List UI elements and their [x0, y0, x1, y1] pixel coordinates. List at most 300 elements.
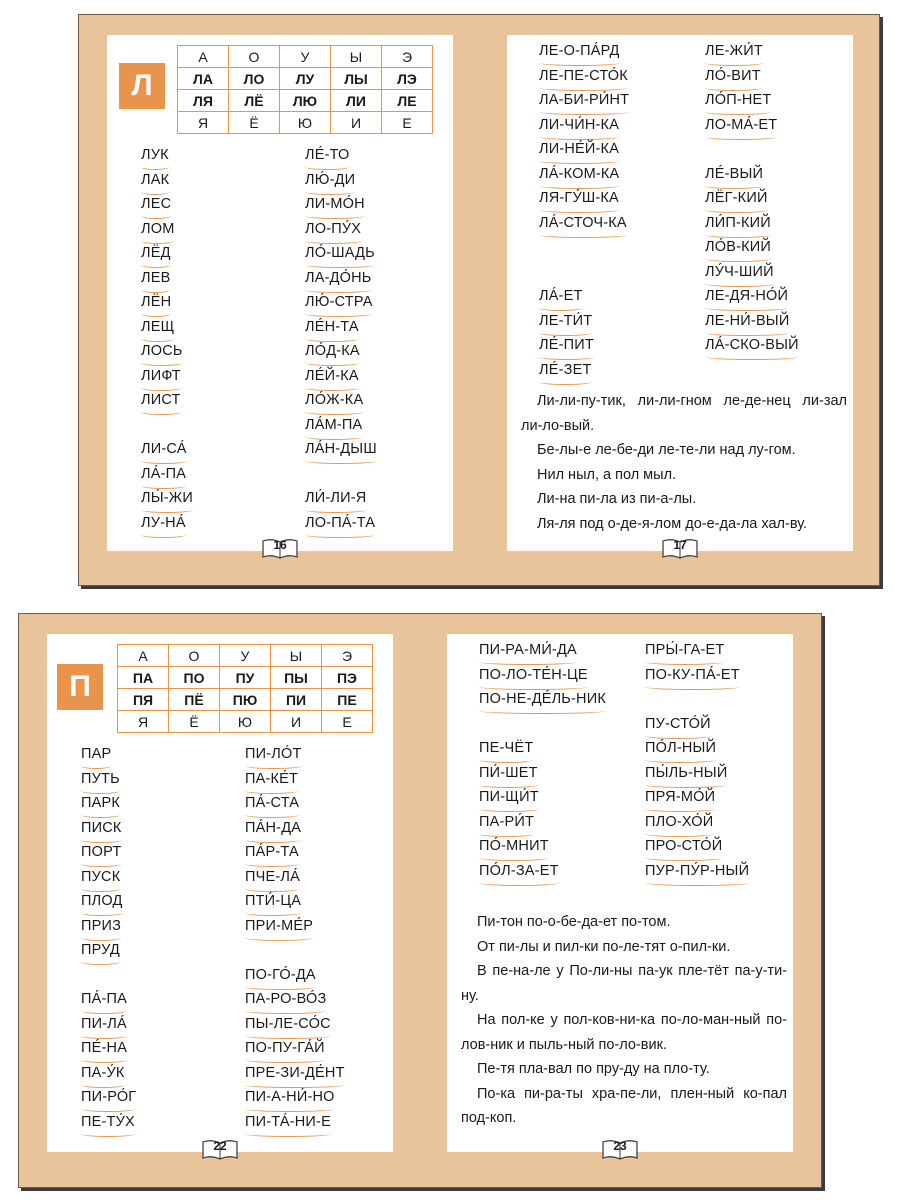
- word-text: ЛЯ-ГУ́Ш-КА: [539, 188, 619, 210]
- word-item: [305, 415, 377, 440]
- word-text: ЛА́-КОМ-КА: [539, 164, 619, 186]
- syllable-cell: О: [169, 645, 220, 667]
- word-item: [305, 170, 377, 195]
- reading-sentence: По-ка пи-ра-ты хра-пе-ли, плен-ный ко-пал под-коп.: [461, 1085, 787, 1126]
- word-item: [305, 243, 377, 268]
- word-item: [141, 341, 193, 366]
- word-item: [645, 714, 749, 739]
- word-column-2: [245, 744, 345, 1136]
- word-item: [81, 891, 136, 916]
- word-text: ЛОМ: [141, 219, 174, 241]
- syllable-cell: ПЁ: [169, 689, 220, 711]
- reading-sentence: Ля-ля под о-де-я-лом до-е-да-ла хал-ву.: [537, 515, 808, 532]
- word-item: [305, 341, 377, 366]
- word-item: [141, 464, 193, 489]
- word-item: [141, 488, 193, 513]
- word-item: [81, 744, 136, 769]
- word-text: ЛИ-НЕ́Й-КА: [539, 139, 619, 161]
- syllable-cell: ПА: [118, 667, 169, 689]
- word-item: [645, 861, 749, 886]
- list-gap: [81, 965, 136, 990]
- word-item: [305, 292, 377, 317]
- page-number-badge: [661, 535, 699, 561]
- word-item: [645, 640, 749, 665]
- word-text: ПО-НЕ-ДЕ́ЛЬ-НИК: [479, 689, 606, 711]
- letter-badge: Л: [119, 63, 165, 109]
- syllable-cell: Э: [382, 46, 433, 68]
- word-text: ПЛОД: [81, 891, 123, 913]
- word-item: [539, 188, 629, 213]
- syllable-row: [178, 68, 433, 90]
- word-item: [539, 213, 629, 238]
- word-text: ПА́Р-ТА: [245, 842, 299, 864]
- word-item: [705, 41, 799, 66]
- word-text: ЛА-ДО́НЬ: [305, 268, 372, 290]
- word-text: ПИСК: [81, 818, 122, 840]
- syllable-cell: Ы: [331, 46, 382, 68]
- reading-sentence: Ли-ли-пу-тик, ли-ли-гном ле-де-нец ли-зал ли-ло-вый.: [521, 393, 847, 434]
- syllable-cell: И: [271, 711, 322, 733]
- syllable-cell: А: [118, 645, 169, 667]
- word-text: ЛО-МА́-ЕТ: [705, 115, 777, 137]
- word-text: ЛЁГ-КИЙ: [705, 188, 768, 210]
- list-gap: [645, 689, 749, 714]
- word-text: ПИ-А-НИ́-НО: [245, 1087, 335, 1109]
- word-item: [705, 188, 799, 213]
- word-item: [705, 286, 799, 311]
- syllable-cell: О: [229, 46, 280, 68]
- word-item: [81, 1014, 136, 1039]
- word-item: [705, 164, 799, 189]
- list-gap: [141, 415, 193, 440]
- word-item: [245, 1063, 345, 1088]
- word-item: [539, 335, 629, 360]
- word-text: ЛЫ́-ЖИ: [141, 488, 193, 510]
- word-text: ПА-У́К: [81, 1063, 125, 1085]
- syllable-cell: ПЕ: [322, 689, 373, 711]
- word-text: ЛА́М-ПА: [305, 415, 362, 437]
- word-text: ПРЯ-МО́Й: [645, 787, 715, 809]
- syllable-cell: ЛЁ: [229, 90, 280, 112]
- word-item: [141, 292, 193, 317]
- word-item: [245, 867, 345, 892]
- word-item: [81, 1038, 136, 1063]
- word-item: [645, 787, 749, 812]
- word-item: [305, 317, 377, 342]
- word-item: [539, 360, 629, 385]
- word-text: ЛА́-СТОЧ-КА: [539, 213, 627, 235]
- letter-badge: П: [57, 664, 103, 710]
- word-text: ЛИФТ: [141, 366, 181, 388]
- word-item: [141, 439, 193, 464]
- word-item: [81, 916, 136, 941]
- word-text: ПИ-ЛА́: [81, 1014, 127, 1036]
- word-text: ПАР: [81, 744, 111, 766]
- word-text: ПО-ГО́-ДА: [245, 965, 316, 987]
- word-text: ПИ-РО́Г: [81, 1087, 136, 1109]
- syllable-cell: ПЭ: [322, 667, 373, 689]
- syllable-cell: А: [178, 46, 229, 68]
- word-item: [539, 311, 629, 336]
- word-item: [705, 213, 799, 238]
- word-text: ПУСК: [81, 867, 120, 889]
- word-text: ЛО́Ж-КА: [305, 390, 363, 412]
- word-item: [539, 286, 629, 311]
- syllable-cell: ПЫ: [271, 667, 322, 689]
- page-17: [507, 35, 853, 551]
- word-item: [539, 90, 629, 115]
- syllable-cell: ЛО: [229, 68, 280, 90]
- syllable-cell: У: [280, 46, 331, 68]
- word-text: ПА́-ПА: [81, 989, 127, 1011]
- word-text: ЛОСЬ: [141, 341, 183, 363]
- page-16: [107, 35, 453, 551]
- word-item: [645, 836, 749, 861]
- word-text: ПИ-ЛО́Т: [245, 744, 302, 766]
- word-text: ЛЁН: [141, 292, 171, 314]
- reading-sentence: Пи-тон по-о-бе-да-ет по-том.: [477, 914, 671, 930]
- word-column-1: [81, 744, 136, 1136]
- syllable-cell: ЛУ: [280, 68, 331, 90]
- syllable-cell: Я: [178, 112, 229, 134]
- word-text: ЛИСТ: [141, 390, 181, 412]
- word-text: ЛО-ПУ́Х: [305, 219, 361, 241]
- syllable-cell: Ы: [271, 645, 322, 667]
- word-text: ЛЕ-ТИ́Т: [539, 311, 592, 333]
- word-item: [245, 1112, 345, 1137]
- word-text: ПА́-СТА: [245, 793, 299, 815]
- list-gap: [479, 714, 606, 739]
- word-item: [81, 989, 136, 1014]
- word-text: ПРУД: [81, 940, 120, 962]
- word-item: [81, 1087, 136, 1112]
- reading-sentence: Пе-тя пла-вал по пру-ду на пло-ту.: [477, 1061, 710, 1077]
- syllable-row: [178, 46, 433, 68]
- word-item: [305, 219, 377, 244]
- word-text: ЛО́В-КИЙ: [705, 237, 771, 259]
- word-text: ЛЕ-ЖИ́Т: [705, 41, 763, 63]
- word-text: ПОРТ: [81, 842, 121, 864]
- syllable-cell: ЛЮ: [280, 90, 331, 112]
- word-text: ЛИ́-ЛИ-Я: [305, 488, 366, 510]
- word-item: [245, 891, 345, 916]
- list-gap: [705, 139, 799, 164]
- word-text: ЛА́-ПА: [141, 464, 186, 486]
- word-item: [539, 41, 629, 66]
- word-item: [479, 787, 606, 812]
- word-item: [305, 366, 377, 391]
- word-item: [479, 689, 606, 714]
- word-item: [705, 335, 799, 360]
- word-item: [81, 793, 136, 818]
- list-gap: [539, 237, 629, 262]
- word-text: ПО́-МНИТ: [479, 836, 549, 858]
- syllable-table: [177, 45, 433, 134]
- page-number: 17: [673, 538, 687, 552]
- word-item: [305, 513, 377, 538]
- word-text: ПЫ́ЛЬ-НЫЙ: [645, 763, 727, 785]
- word-text: ЛО́Д-КА: [305, 341, 360, 363]
- syllable-cell: ПУ: [220, 667, 271, 689]
- word-text: ЛИ́П-КИЙ: [705, 213, 771, 235]
- word-text: ПО́Л-ЗА-ЕТ: [479, 861, 559, 883]
- word-text: ЛА́Н-ДЫШ: [305, 439, 377, 461]
- word-item: [81, 1063, 136, 1088]
- syllable-row: [118, 667, 373, 689]
- word-text: ЛЮ́-ДИ: [305, 170, 355, 192]
- word-text: ПИ́-ШЕТ: [479, 763, 538, 785]
- word-column-1: [141, 145, 193, 537]
- word-text: ПЕ-ТУ́Х: [81, 1112, 135, 1134]
- syllable-cell: ПЯ: [118, 689, 169, 711]
- word-item: [645, 763, 749, 788]
- word-item: [245, 769, 345, 794]
- word-text: ЛА́-ЕТ: [539, 286, 583, 308]
- word-text: ЛО-ПА́-ТА: [305, 513, 375, 535]
- word-item: [539, 164, 629, 189]
- word-column-2: [305, 145, 377, 537]
- syllable-cell: Ё: [169, 711, 220, 733]
- word-item: [539, 115, 629, 140]
- word-text: ЛИ-СА́: [141, 439, 187, 461]
- word-item: [305, 390, 377, 415]
- word-text: ЛЕС: [141, 194, 171, 216]
- syllable-cell: Ю: [280, 112, 331, 134]
- word-text: ПА-РО-ВО́З: [245, 989, 326, 1011]
- syllable-cell: И: [331, 112, 382, 134]
- word-column-1: [479, 640, 606, 885]
- word-item: [81, 769, 136, 794]
- top-spread: [78, 14, 880, 586]
- word-item: [479, 738, 606, 763]
- syllable-cell: ЛЯ: [178, 90, 229, 112]
- word-text: ЛУ́Ч-ШИЙ: [705, 262, 774, 284]
- list-gap: [305, 464, 377, 489]
- page-number: 16: [273, 538, 287, 552]
- syllable-cell: Е: [382, 112, 433, 134]
- syllable-cell: Я: [118, 711, 169, 733]
- word-column-2: [645, 640, 749, 885]
- syllable-table: [117, 644, 373, 733]
- word-text: ПРИ-МЕ́Р: [245, 916, 313, 938]
- page-number: 22: [213, 1139, 227, 1153]
- word-item: [479, 640, 606, 665]
- word-item: [645, 738, 749, 763]
- word-text: ПА-РИ́Т: [479, 812, 534, 834]
- word-item: [245, 989, 345, 1014]
- word-item: [479, 665, 606, 690]
- reading-sentence: От пи-лы и пил-ки по-ле-тят о-пил-ки.: [477, 938, 731, 955]
- word-item: [81, 818, 136, 843]
- word-item: [141, 366, 193, 391]
- word-text: ЛЕ́Н-ТА: [305, 317, 359, 339]
- page-number-badge: [261, 535, 299, 561]
- syllable-cell: ЛЕ: [382, 90, 433, 112]
- word-text: ПО-ПУ-ГА́Й: [245, 1038, 325, 1060]
- page-number: 23: [613, 1139, 627, 1153]
- word-item: [245, 916, 345, 941]
- word-item: [645, 812, 749, 837]
- word-text: ПТИ́-ЦА: [245, 891, 301, 913]
- word-item: [705, 115, 799, 140]
- list-gap: [539, 262, 629, 287]
- word-text: ПУТЬ: [81, 769, 120, 791]
- word-text: ПИ-ТА́-НИ-Е: [245, 1112, 331, 1134]
- word-text: ПЕ-ЧЁТ: [479, 738, 533, 760]
- word-item: [141, 145, 193, 170]
- word-text: ПЕ́-НА: [81, 1038, 127, 1060]
- word-text: ПО́Л-НЫЙ: [645, 738, 716, 760]
- word-text: ЛЕ́-ТО: [305, 145, 350, 167]
- word-text: ЛЕ-НИ́-ВЫЙ: [705, 311, 789, 333]
- syllable-cell: ЛЭ: [382, 68, 433, 90]
- word-text: ПИ-РА-МИ́-ДА: [479, 640, 577, 662]
- word-text: ПУР-ПУ́Р-НЫЙ: [645, 861, 749, 883]
- word-text: ЛЮ́-СТРА: [305, 292, 373, 314]
- word-text: ПРИЗ: [81, 916, 121, 938]
- word-text: ЛЕ́-ВЫЙ: [705, 164, 763, 186]
- syllable-cell: ПЮ: [220, 689, 271, 711]
- word-text: ЛА-БИ-РИ́НТ: [539, 90, 629, 112]
- word-item: [305, 268, 377, 293]
- word-item: [245, 1038, 345, 1063]
- word-item: [245, 793, 345, 818]
- word-item: [81, 1112, 136, 1137]
- word-item: [479, 812, 606, 837]
- word-item: [245, 744, 345, 769]
- word-item: [539, 66, 629, 91]
- word-item: [705, 237, 799, 262]
- word-text: ЛА́-СКО-ВЫЙ: [705, 335, 799, 357]
- word-text: ПРЕ-ЗИ-ДЕ́НТ: [245, 1063, 345, 1085]
- word-text: ЛЕ-ПЕ-СТО́К: [539, 66, 628, 88]
- word-item: [705, 90, 799, 115]
- word-column-1: [539, 41, 629, 384]
- word-text: ЛУ-НА́: [141, 513, 186, 535]
- word-item: [539, 139, 629, 164]
- word-item: [305, 439, 377, 464]
- word-text: ЛИ-МО́Н: [305, 194, 365, 216]
- word-text: ЛИ-ЧИ́Н-КА: [539, 115, 619, 137]
- word-text: ПА́Н-ДА: [245, 818, 301, 840]
- bottom-spread: [18, 613, 822, 1188]
- syllable-cell: ЛА: [178, 68, 229, 90]
- word-item: [141, 219, 193, 244]
- syllable-cell: Э: [322, 645, 373, 667]
- word-item: [305, 488, 377, 513]
- syllable-cell: ПИ: [271, 689, 322, 711]
- word-item: [645, 665, 749, 690]
- word-text: ПАРК: [81, 793, 120, 815]
- word-text: ПО-КУ-ПА́-ЕТ: [645, 665, 740, 687]
- word-item: [141, 513, 193, 538]
- word-text: ЛЕ́-ПИТ: [539, 335, 594, 357]
- word-text: ПРЫ́-ГА-ЕТ: [645, 640, 724, 662]
- word-item: [81, 842, 136, 867]
- word-item: [479, 763, 606, 788]
- syllable-cell: У: [220, 645, 271, 667]
- word-text: ПА-КЕ́Т: [245, 769, 298, 791]
- word-item: [305, 145, 377, 170]
- word-item: [705, 262, 799, 287]
- word-text: ПУ-СТО́Й: [645, 714, 711, 736]
- word-item: [245, 818, 345, 843]
- word-text: ЛЁД: [141, 243, 171, 265]
- word-item: [245, 1014, 345, 1039]
- word-text: ЛАК: [141, 170, 169, 192]
- word-item: [141, 317, 193, 342]
- word-text: ЛО́П-НЕТ: [705, 90, 771, 112]
- reading-text: [521, 389, 847, 536]
- syllable-cell: ЛЫ: [331, 68, 382, 90]
- reading-sentence: В пе-на-ле у По-ли-ны па-ук пле-тёт па-у-ти-ну.: [461, 963, 787, 1004]
- word-text: ЛО́-ВИТ: [705, 66, 761, 88]
- word-text: ЛЕ-ДЯ-НО́Й: [705, 286, 788, 308]
- word-item: [141, 170, 193, 195]
- word-text: ЛЕЩ: [141, 317, 174, 339]
- word-item: [705, 66, 799, 91]
- word-item: [305, 194, 377, 219]
- word-text: ЛЕ́-ЗЕТ: [539, 360, 592, 382]
- reading-sentence: На пол-ке у пол-ков-ни-ка по-ло-ман-ный по-лов-ник и пыль-ный по-ло-вик.: [461, 1012, 787, 1053]
- word-item: [141, 390, 193, 415]
- word-item: [245, 1087, 345, 1112]
- syllable-row: [118, 689, 373, 711]
- word-text: ПЛО-ХО́Й: [645, 812, 713, 834]
- word-text: ЛЕВ: [141, 268, 170, 290]
- word-text: ЛЕ́Й-КА: [305, 366, 359, 388]
- word-text: ЛО́-ШАДЬ: [305, 243, 375, 265]
- word-column-2: [705, 41, 799, 360]
- word-text: ПЫ-ЛЕ-СО́С: [245, 1014, 331, 1036]
- syllable-row: [178, 112, 433, 134]
- page-number-badge: [201, 1136, 239, 1162]
- word-item: [141, 194, 193, 219]
- syllable-cell: ЛИ: [331, 90, 382, 112]
- word-item: [245, 842, 345, 867]
- syllable-row: [118, 711, 373, 733]
- page-22: [47, 634, 393, 1152]
- word-item: [141, 268, 193, 293]
- word-text: ПИ-ЩИ́Т: [479, 787, 539, 809]
- word-text: ЛЕ-О-ПА́РД: [539, 41, 620, 63]
- list-gap: [245, 940, 345, 965]
- word-text: ПРО-СТО́Й: [645, 836, 722, 858]
- word-item: [81, 867, 136, 892]
- reading-sentence: Ли-на пи-ла из пи-а-лы.: [537, 491, 697, 507]
- word-text: ЛУК: [141, 145, 169, 167]
- syllable-row: [178, 90, 433, 112]
- page-23: [447, 634, 793, 1152]
- reading-sentence: Нил ныл, а пол мыл.: [537, 466, 677, 483]
- word-item: [141, 243, 193, 268]
- page-number-badge: [601, 1136, 639, 1162]
- reading-sentence: Бе-лы-е ле-бе-ди ле-те-ли над лу-гом.: [537, 442, 796, 458]
- word-item: [479, 836, 606, 861]
- word-item: [245, 965, 345, 990]
- word-item: [705, 311, 799, 336]
- word-item: [479, 861, 606, 886]
- word-text: ПЧЕ-ЛА́: [245, 867, 300, 889]
- word-item: [81, 940, 136, 965]
- syllable-cell: ПО: [169, 667, 220, 689]
- syllable-cell: Ё: [229, 112, 280, 134]
- word-text: ПО-ЛО-ТЕ́Н-ЦЕ: [479, 665, 588, 687]
- reading-text: [461, 910, 787, 1131]
- syllable-cell: Ю: [220, 711, 271, 733]
- syllable-row: [118, 645, 373, 667]
- syllable-cell: Е: [322, 711, 373, 733]
